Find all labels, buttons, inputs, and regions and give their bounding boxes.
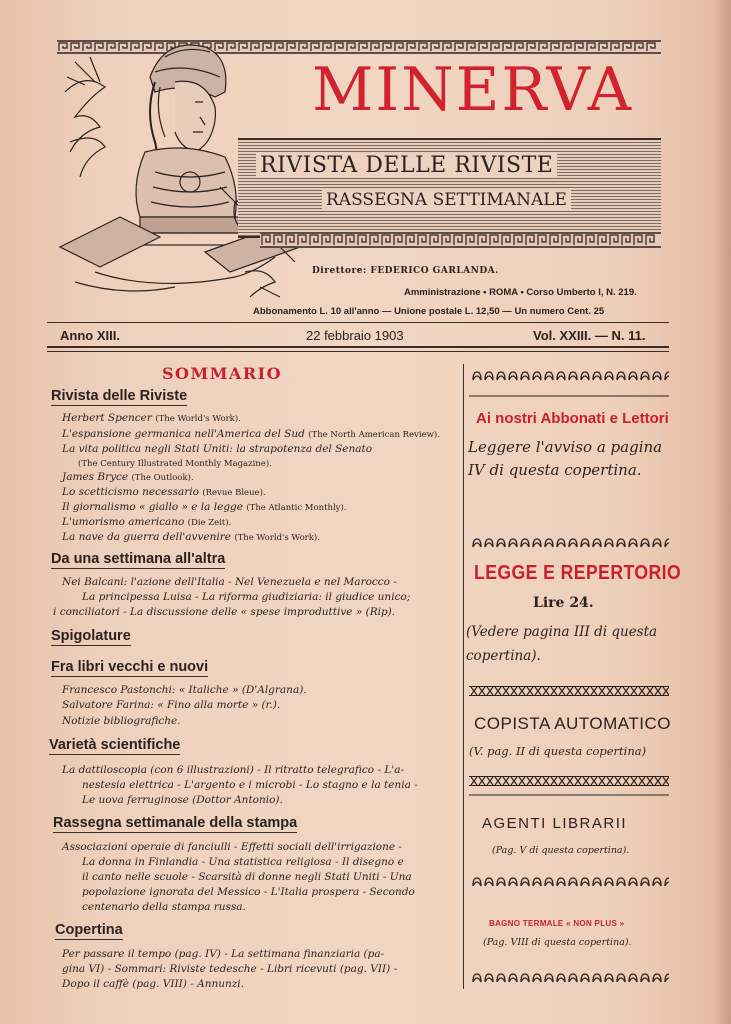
ornament-rule bbox=[469, 790, 669, 800]
bagno-note: (Pag. VIII di questa copertina). bbox=[483, 937, 632, 948]
header-rule-top bbox=[47, 322, 669, 323]
ornament-chain bbox=[469, 776, 669, 786]
text-line: nestesia elettrica - L'argento e i microbi - Lo stagno e la tenia - bbox=[82, 779, 418, 791]
text-line: popolazione ignorata del Messico - L'Italia prospera - Secondo bbox=[82, 886, 415, 898]
issue-date: 22 febbraio 1903 bbox=[306, 328, 404, 343]
notice-title: Ai nostri Abbonati e Lettori bbox=[476, 410, 669, 427]
list-item: Lo scetticismo necessario (Revue Bleue). bbox=[62, 486, 266, 498]
list-item-source: (The Century Illustrated Monthly Magazine). bbox=[78, 459, 272, 469]
text-line: Nei Balcani: l'azione dell'Italia - Nel Venezuela e nel Marocco - bbox=[62, 576, 397, 588]
magazine-title: MINERVA bbox=[312, 55, 634, 125]
column-divider bbox=[463, 364, 464, 989]
list-item: L'umorismo americano (Die Zeit). bbox=[62, 516, 232, 528]
agenti-title: AGENTI LIBRARII bbox=[482, 815, 628, 832]
ornament-border bbox=[469, 876, 669, 888]
text-line: Le uova ferruginose (Dottor Antonio). bbox=[82, 794, 283, 806]
section-varieta: Varietà scientifiche bbox=[49, 737, 181, 753]
administration-line: Amministrazione • ROMA • Corso Umberto I, N. 219. bbox=[404, 287, 637, 298]
page-edge-shadow bbox=[713, 0, 731, 1024]
legge-repertorio-title: LEGGE E REPERTORIO bbox=[474, 562, 682, 584]
text-line: il canto nelle scuole - Scarsità di donne negli Stati Uniti - Una bbox=[82, 871, 412, 883]
text-line: Notizie bibliografiche. bbox=[62, 715, 181, 727]
section-rivista-delle-riviste: Rivista delle Riviste bbox=[51, 388, 188, 404]
text-line: centenario della stampa russa. bbox=[82, 901, 246, 913]
ornament-chain bbox=[469, 686, 669, 696]
year-number: Anno XIII. bbox=[60, 328, 120, 343]
copista-title: COPISTA AUTOMATICO bbox=[474, 714, 671, 733]
text-line: gina VI) - Sommari: Riviste tedesche - Libri ricevuti (pag. VII) - bbox=[62, 963, 398, 975]
copista-note: (V. pag. II di questa copertina) bbox=[469, 744, 647, 758]
text-line: Associazioni operaie di fanciulli - Effetti sociali dell'irrigazione - bbox=[62, 841, 402, 853]
header-rule-bottom bbox=[47, 346, 669, 352]
volume-number: Vol. XXIII. — N. 11. bbox=[533, 328, 646, 343]
text-line: i conciliatori - La discussione delle « spese improduttive » (Rip). bbox=[53, 606, 396, 618]
text-line: Salvatore Farina: « Fino alla morte » (r.). bbox=[62, 699, 281, 711]
section-copertina: Copertina bbox=[55, 922, 123, 938]
text-line: Francesco Pastonchi: « Italiche » (D'Algrana). bbox=[62, 684, 307, 696]
text-line: La donna in Finlandia - Una statistica religiosa - Il disegno e bbox=[82, 856, 404, 868]
text-line: La principessa Luisa - La riforma giudiziaria: il giudice unico; bbox=[82, 591, 411, 603]
subtitle-rivista: RIVISTA DELLE RIVISTE bbox=[256, 153, 557, 178]
section-rassegna-stampa: Rassegna settimanale della stampa bbox=[53, 815, 298, 831]
ornament-border bbox=[469, 370, 669, 382]
list-item: La vita politica negli Stati Uniti: la strapotenza del Senato bbox=[62, 443, 373, 455]
list-item: James Bryce (The Outlook). bbox=[62, 471, 194, 483]
legge-price: Lire 24. bbox=[533, 595, 594, 611]
subscription-line: Abbonamento L. 10 all'anno — Unione postale L. 12,50 — Un numero Cent. 25 bbox=[253, 306, 605, 317]
section-spigolature: Spigolature bbox=[51, 628, 131, 644]
section-fra-libri: Fra libri vecchi e nuovi bbox=[51, 659, 209, 675]
notice-text: Leggere l'avviso a pagina IV di questa copertina. bbox=[468, 438, 663, 479]
ornament-rule bbox=[469, 391, 669, 401]
list-item: L'espansione germanica nell'America del Sud (The North American Review). bbox=[62, 428, 440, 440]
section-da-una-settimana: Da una settimana all'altra bbox=[51, 551, 226, 567]
legge-note: (Vedere pagina III di questa copertina). bbox=[466, 624, 658, 664]
ornament-border bbox=[469, 537, 669, 549]
list-item: Il giornalismo « giallo » e la legge (The Atlantic Monthly). bbox=[62, 501, 347, 513]
editor-line: Direttore: FEDERICO GARLANDA. bbox=[312, 266, 499, 276]
text-line: La dattiloscopia (con 6 illustrazioni) - Il ritratto telegrafico - L'a- bbox=[62, 764, 405, 776]
list-item: La nave da guerra dell'avvenire (The World's Work). bbox=[62, 531, 320, 543]
text-line: Per passare il tempo (pag. IV) - La settimana finanziaria (pa- bbox=[62, 948, 385, 960]
agenti-note: (Pag. V di questa copertina). bbox=[492, 845, 630, 856]
sommario-heading: SOMMARIO bbox=[162, 364, 283, 383]
ornament-border bbox=[469, 972, 669, 984]
list-item: Herbert Spencer (The World's Work). bbox=[62, 412, 241, 424]
bagno-title: BAGNO TERMALE « NON PLUS » bbox=[489, 919, 625, 928]
text-line: Dopo il caffè (pag. VIII) - Annunzi. bbox=[62, 978, 244, 990]
subtitle-rassegna: RASSEGNA SETTIMANALE bbox=[322, 190, 571, 210]
greek-key-border-bottom bbox=[260, 232, 661, 248]
